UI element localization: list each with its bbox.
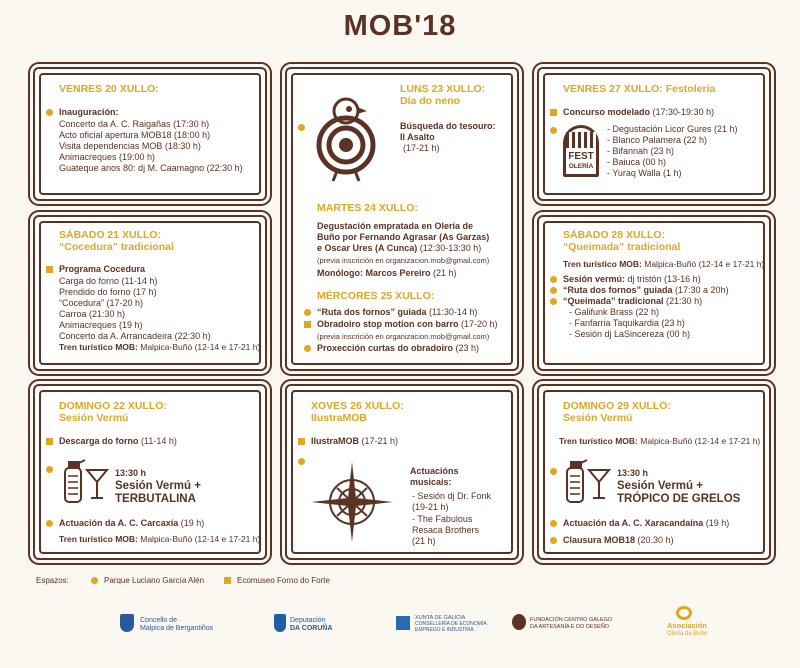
event-line: Animacreques (19:00 h) (59, 152, 156, 162)
event-line: “Cocedura” (17-20 h) (59, 298, 144, 308)
event-line: Prendido do forno (17 h) (59, 287, 157, 297)
concert-item: - Degustación Licor Gures (21 h) (607, 124, 738, 134)
ruta-text: “Ruta dos fornos” guiada (563, 285, 673, 295)
proxeccion-text: Proxección curtas do obradoiro (317, 343, 454, 353)
concurso-text: Concurso modelado (563, 107, 651, 117)
logo-text: Malpica de Bergantiños (140, 625, 214, 632)
logo-text: DA CORUÑA (290, 625, 333, 632)
inscricion-note: (previa inscrición en organizacion.mob@gmail.com) (317, 256, 490, 265)
programa-label: Programa Cocedura (59, 264, 146, 274)
page-title: MOB'18 (343, 10, 457, 42)
location-dot-icon (550, 127, 557, 134)
ruta-line (317, 307, 477, 318)
card-subheading: “Cocedura” tradicional (59, 241, 174, 253)
tren-time: Malpica-Buñó (12-14 e 17-21 h) (644, 259, 765, 269)
event-line: Carga do forno (11-14 h) (59, 276, 158, 286)
location-square-icon (298, 438, 305, 445)
event-line: Guateque anos 80: dj M. Caamagno (22:30 h) (59, 163, 243, 173)
busqueda-time: (17-21 h) (403, 143, 440, 153)
vermu-time: dj tristón (13-16 h) (627, 274, 701, 284)
location-dot-icon (298, 458, 305, 465)
clausura-time: (20.30 h) (637, 535, 674, 545)
tren-time: Malpica-Buñó (12-14 e 17-21 h) (640, 436, 761, 446)
card-sabado-21 (33, 215, 267, 371)
logo-text: Olería de Buño (667, 631, 708, 637)
concert-item: - The Fabulous (412, 514, 473, 524)
inauguracion-label: Inauguración: (59, 107, 119, 117)
card-domingo-29 (537, 384, 771, 560)
location-square-icon (46, 266, 53, 273)
busqueda-name: Il Asalto (400, 132, 435, 142)
actuacion-line (59, 518, 204, 529)
card-heading: MARTES 24 XULLO: (317, 202, 418, 214)
descarga-line (59, 436, 177, 447)
queimada-time: (21:30 h) (666, 296, 703, 306)
deputacion-logo (274, 614, 286, 632)
card-venres-20 (33, 67, 267, 201)
logo-text: Deputación (290, 617, 326, 624)
ruta-time: (17:30 a 20h) (675, 285, 729, 295)
legend-label: Espazos: (36, 576, 69, 585)
location-dot-icon (91, 577, 98, 584)
card-heading: LUNS 23 XULLO: (400, 83, 486, 95)
ruta-text: “Ruta dos fornos” guiada (317, 307, 427, 317)
logo-text: CONSELLERÍA DE ECONOMÍA (415, 621, 487, 627)
card-venres-27 (537, 67, 771, 201)
monologo-line (317, 268, 457, 279)
tren-time: Malpica-Buñó (12-14 e 17-21 h) (140, 534, 261, 544)
location-square-icon (46, 438, 53, 445)
event-line: Carroa (21:30 h) (59, 309, 126, 319)
location-dot-icon (304, 309, 311, 316)
actuacions-label: musicais: (410, 477, 452, 487)
obradoiro-text: Obradoiro stop motion con barro (317, 319, 459, 329)
location-dot-icon (550, 298, 557, 305)
legend-parque: Parque Luciano García Alén (104, 576, 205, 585)
inscricion-note: (previa inscrición en organizacion.mob@gmail.com) (317, 332, 490, 341)
ilustramob-line (311, 436, 398, 447)
festoleria-icon (563, 125, 599, 177)
card-luns-martes-mercores (285, 67, 519, 371)
concert-item: - Fanfarria Taquikardia (23 h) (569, 318, 685, 328)
concert-item: - Sesión dj LaSincereza (00 h) (569, 329, 691, 339)
bird-target-icon (313, 83, 379, 183)
actuacion-line (563, 518, 729, 529)
tren-label: Tren turístico MOB: (59, 342, 138, 352)
busqueda-label: Búsqueda do tesouro: (400, 121, 496, 131)
location-dot-icon (46, 109, 53, 116)
location-dot-icon (550, 520, 557, 527)
concert-item: - Galifunk Brass (22 h) (569, 307, 660, 317)
tren-label: Tren turístico MOB: (563, 259, 642, 269)
card-heading: DOMINGO 22 XULLO: (59, 400, 167, 412)
logo-text: EMPREGO E INDUSTRIA (415, 627, 474, 633)
location-dot-icon (550, 537, 557, 544)
fundacion-logo (512, 614, 526, 630)
card-heading: VENRES 20 XULLO: (59, 83, 159, 95)
concert-item: Resaca Brothers (412, 525, 480, 535)
event-line: Concerto da A. C. Raigañas (17:30 h) (59, 119, 210, 129)
ruta-time: (11:30-14 h) (429, 307, 478, 317)
location-square-icon (550, 109, 557, 116)
monologo-time: (21 h) (433, 268, 457, 278)
queimada-text: “Queimada” tradicional (563, 296, 664, 306)
ilustramob-text: IlustraMOB (311, 436, 360, 446)
location-dot-icon (550, 468, 557, 475)
malpica-logo (120, 614, 134, 632)
proxeccion-time: (23 h) (455, 343, 480, 353)
vermu-band: TERBUTALINA (115, 493, 196, 505)
actuacion-text: Actuación da A. C. Carcaxía (59, 518, 179, 528)
concert-item: (19-21 h) (412, 502, 449, 512)
tren-label: Tren turístico MOB: (59, 534, 138, 544)
actuacion-text: Actuación da A. C. Xaracandaina (563, 518, 704, 528)
card-heading: SÁBADO 21 XULLO: (59, 229, 162, 241)
concurso-time: (17:30-19:30 h) (652, 107, 715, 117)
card-subheading: Sesión Vermú (563, 412, 633, 424)
actuacion-time: (19 h) (705, 518, 730, 528)
vermu-band: TRÓPICO DE GRELOS (617, 493, 741, 505)
concert-item: - Blanco Palamera (22 h) (607, 135, 708, 145)
ilustramob-time: (17-21 h) (361, 436, 399, 446)
location-dot-icon (46, 466, 53, 473)
concert-item: - Yuraq Walla (1 h) (607, 168, 682, 178)
tren-line (59, 342, 260, 353)
concert-item: - Bifannah (23 h) (607, 146, 675, 156)
event-line: Acto oficial apertura MOB18 (18:00 h) (59, 130, 211, 140)
tren-line (59, 534, 260, 545)
card-heading: XOVES 26 XULLO: (311, 400, 404, 412)
vermu-title: Sesión Vermú + (617, 480, 703, 492)
asociacion-logo (676, 606, 692, 620)
vermu-text: Sesión vermú: (563, 274, 626, 284)
card-subheading: “Queimada” tradicional (563, 241, 681, 253)
festoleria-text: OLERÍA (568, 163, 594, 170)
monologo-text: Monólogo: Marcos Pereiro (317, 268, 431, 278)
event-line: Concerto da A. Arrancadeira (22:30 h) (59, 331, 211, 341)
concurso-line (563, 107, 714, 118)
vermouth-siphon-icon (61, 454, 111, 506)
degustacion-time: (12:30-13:30 h) (419, 243, 482, 253)
location-dot-icon (550, 276, 557, 283)
concert-item: - Sesión dj Dr. Fonk (412, 491, 492, 501)
clausura-line (563, 535, 674, 546)
vermouth-siphon-icon (563, 454, 613, 506)
location-dot-icon (550, 287, 557, 294)
card-heading: MÉRCORES 25 XULLO: (317, 290, 435, 302)
tren-label: Tren turístico MOB: (559, 436, 638, 446)
actuacions-label: Actuacións (410, 466, 459, 476)
compass-star-icon (307, 458, 397, 542)
descarga-text: Descarga do forno (59, 436, 139, 446)
logo-text: XUNTA DE GALICIA (415, 615, 466, 621)
proxeccion-line (317, 343, 479, 354)
location-square-icon (224, 577, 231, 584)
event-line: Animacreques (19 h) (59, 320, 143, 330)
concert-item: (21 h) (412, 536, 436, 546)
vermu-time: 13:30 h (115, 468, 147, 478)
obradoiro-time: (17-20 h) (461, 319, 498, 329)
location-dot-icon (304, 345, 311, 352)
location-square-icon (304, 321, 311, 328)
card-domingo-22 (33, 384, 267, 560)
logo-text: FUNDACIÓN CENTRO GALEGO (530, 617, 613, 623)
location-dot-icon (46, 520, 53, 527)
descarga-time: (11-14 h) (141, 436, 177, 446)
logo-text: Concello de (140, 617, 177, 624)
logo-text: Asociación (667, 621, 708, 630)
vermu-time: 13:30 h (617, 468, 649, 478)
degustacion-text: e Oscar Ures (A Cunca) (317, 243, 418, 253)
logo-text: DA ARTESANÍA E DO DESEÑO (530, 624, 610, 630)
vermu-line (563, 274, 701, 285)
actuacion-time: (19 h) (180, 518, 205, 528)
card-subheading: Día do neno (400, 95, 461, 107)
tren-time: Malpica-Buñó (12-14 e 17-21 h) (140, 342, 261, 352)
card-heading: DOMINGO 29 XULLO: (563, 400, 671, 412)
location-dot-icon (298, 124, 305, 131)
card-heading: VENRES 27 XULLO: Festolería (563, 83, 716, 95)
card-sabado-28 (537, 215, 771, 371)
card-subheading: Sesión Vermú (59, 412, 129, 424)
clausura-text: Clausura MOB18 (563, 535, 636, 545)
card-xoves-26 (285, 384, 519, 560)
degustacion-line: Degustación empratada en Olería de (317, 221, 474, 231)
ruta-line (563, 285, 729, 296)
queimada-line (563, 296, 702, 307)
tren-line (563, 259, 764, 270)
card-heading: SÁBADO 28 XULLO: (563, 229, 666, 241)
legend-ecomuseo: Ecomuseo Forno do Forte (237, 576, 330, 585)
xunta-logo (396, 616, 410, 630)
degustacion-line: Buño por Fernando Agrasar (As Garzas) (317, 232, 490, 242)
card-subheading: IlustraMOB (311, 412, 368, 424)
festoleria-text: FEST (568, 151, 594, 162)
obradoiro-line (317, 319, 498, 330)
degustacion-line (317, 243, 481, 254)
event-line: Visita dependencias MOB (18:30 h) (59, 141, 201, 151)
tren-line (559, 436, 760, 447)
concert-item: - Baiuca (00 h) (607, 157, 667, 167)
vermu-title: Sesión Vermú + (115, 480, 201, 492)
